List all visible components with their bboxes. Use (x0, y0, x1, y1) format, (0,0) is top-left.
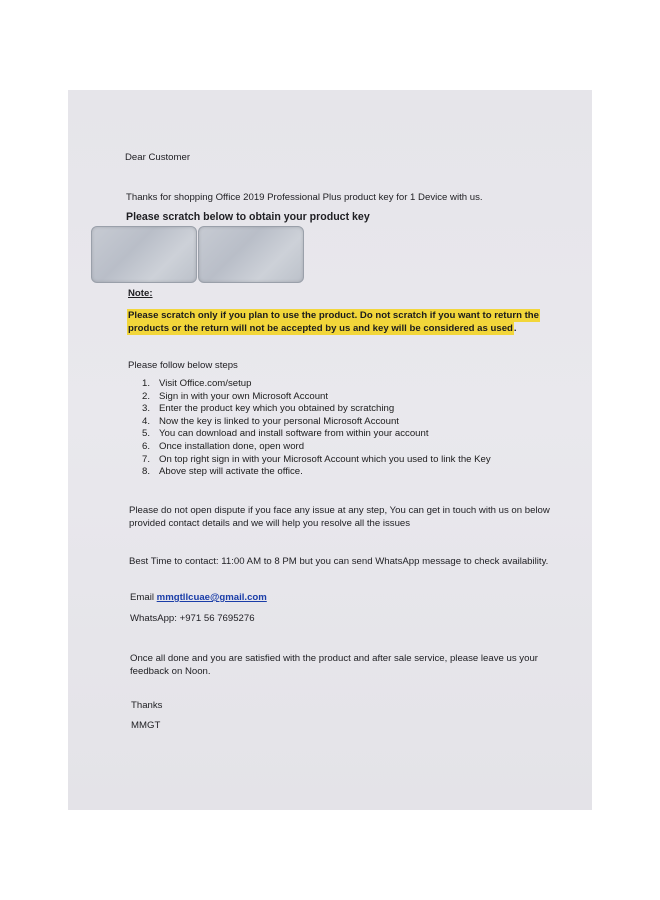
greeting: Dear Customer (125, 152, 191, 163)
step-number: 6. (142, 440, 151, 452)
step-number: 5. (142, 428, 151, 440)
step-item (142, 378, 491, 391)
step-item (142, 403, 491, 416)
step-number: 2. (142, 390, 151, 402)
email-link[interactable]: mmgtllcuae@gmail.com (156, 592, 267, 603)
step-number: 1. (142, 378, 151, 389)
step-item (142, 391, 491, 404)
note-line-2 (127, 323, 517, 335)
note-line-2-period: . (513, 323, 517, 334)
scratch-panel-left[interactable] (91, 226, 197, 283)
step-text: You can download and install software from within your account (159, 428, 429, 440)
note-line-1 (127, 310, 540, 322)
dispute-line-2: provided contact details and we will help you resolve all the issues (129, 518, 411, 529)
steps-intro: Please follow below steps (128, 360, 238, 371)
step-number: 4. (142, 415, 151, 427)
step-item (142, 454, 491, 467)
steps-list (142, 378, 491, 479)
signature: MMGT (131, 720, 161, 731)
best-time-text: Best Time to contact: 11:00 AM to 8 PM but you can send WhatsApp message to check availability. (129, 556, 549, 567)
step-item (142, 441, 491, 454)
scratch-heading: Please scratch below to obtain your product key (126, 211, 370, 223)
step-item (142, 466, 491, 479)
step-text: On top right sign in with your Microsoft Account which you used to link the Key (159, 453, 491, 465)
step-number: 3. (142, 403, 151, 415)
closing-thanks: Thanks (131, 700, 163, 711)
step-text: Visit Office.com/setup (159, 378, 252, 389)
dispute-line-1: Please do not open dispute if you face any issue at any step, You can get in touch with us on below (129, 505, 550, 516)
step-text: Enter the product key which you obtained by scratching (159, 403, 395, 415)
step-number: 7. (142, 453, 151, 465)
feedback-line-2: feedback on Noon. (130, 666, 211, 677)
step-item (142, 416, 491, 429)
step-text: Above step will activate the office. (159, 466, 303, 478)
note-label: Note: (128, 288, 153, 299)
step-number: 8. (142, 466, 151, 478)
feedback-line-1: Once all done and you are satisfied with the product and after sale service, please leave us your (130, 653, 538, 664)
step-text: Sign in with your own Microsoft Account (159, 390, 329, 402)
note-line-1-text: Please scratch only if you plan to use the product. Do not scratch if you want to return the (128, 310, 539, 321)
email-row (130, 592, 267, 604)
step-text: Once installation done, open word (159, 440, 305, 452)
intro-text: Thanks for shopping Office 2019 Professional Plus product key for 1 Device with us. (126, 192, 483, 203)
step-text: Now the key is linked to your personal Microsoft Account (159, 415, 399, 427)
whatsapp-text: WhatsApp: +971 56 7695276 (130, 613, 255, 624)
email-label: Email (130, 592, 154, 603)
step-item (142, 428, 491, 441)
note-line-2-text: products or the return will not be accepted by us and key will be considered as used (128, 323, 513, 334)
scratch-panel-right[interactable] (198, 226, 304, 283)
